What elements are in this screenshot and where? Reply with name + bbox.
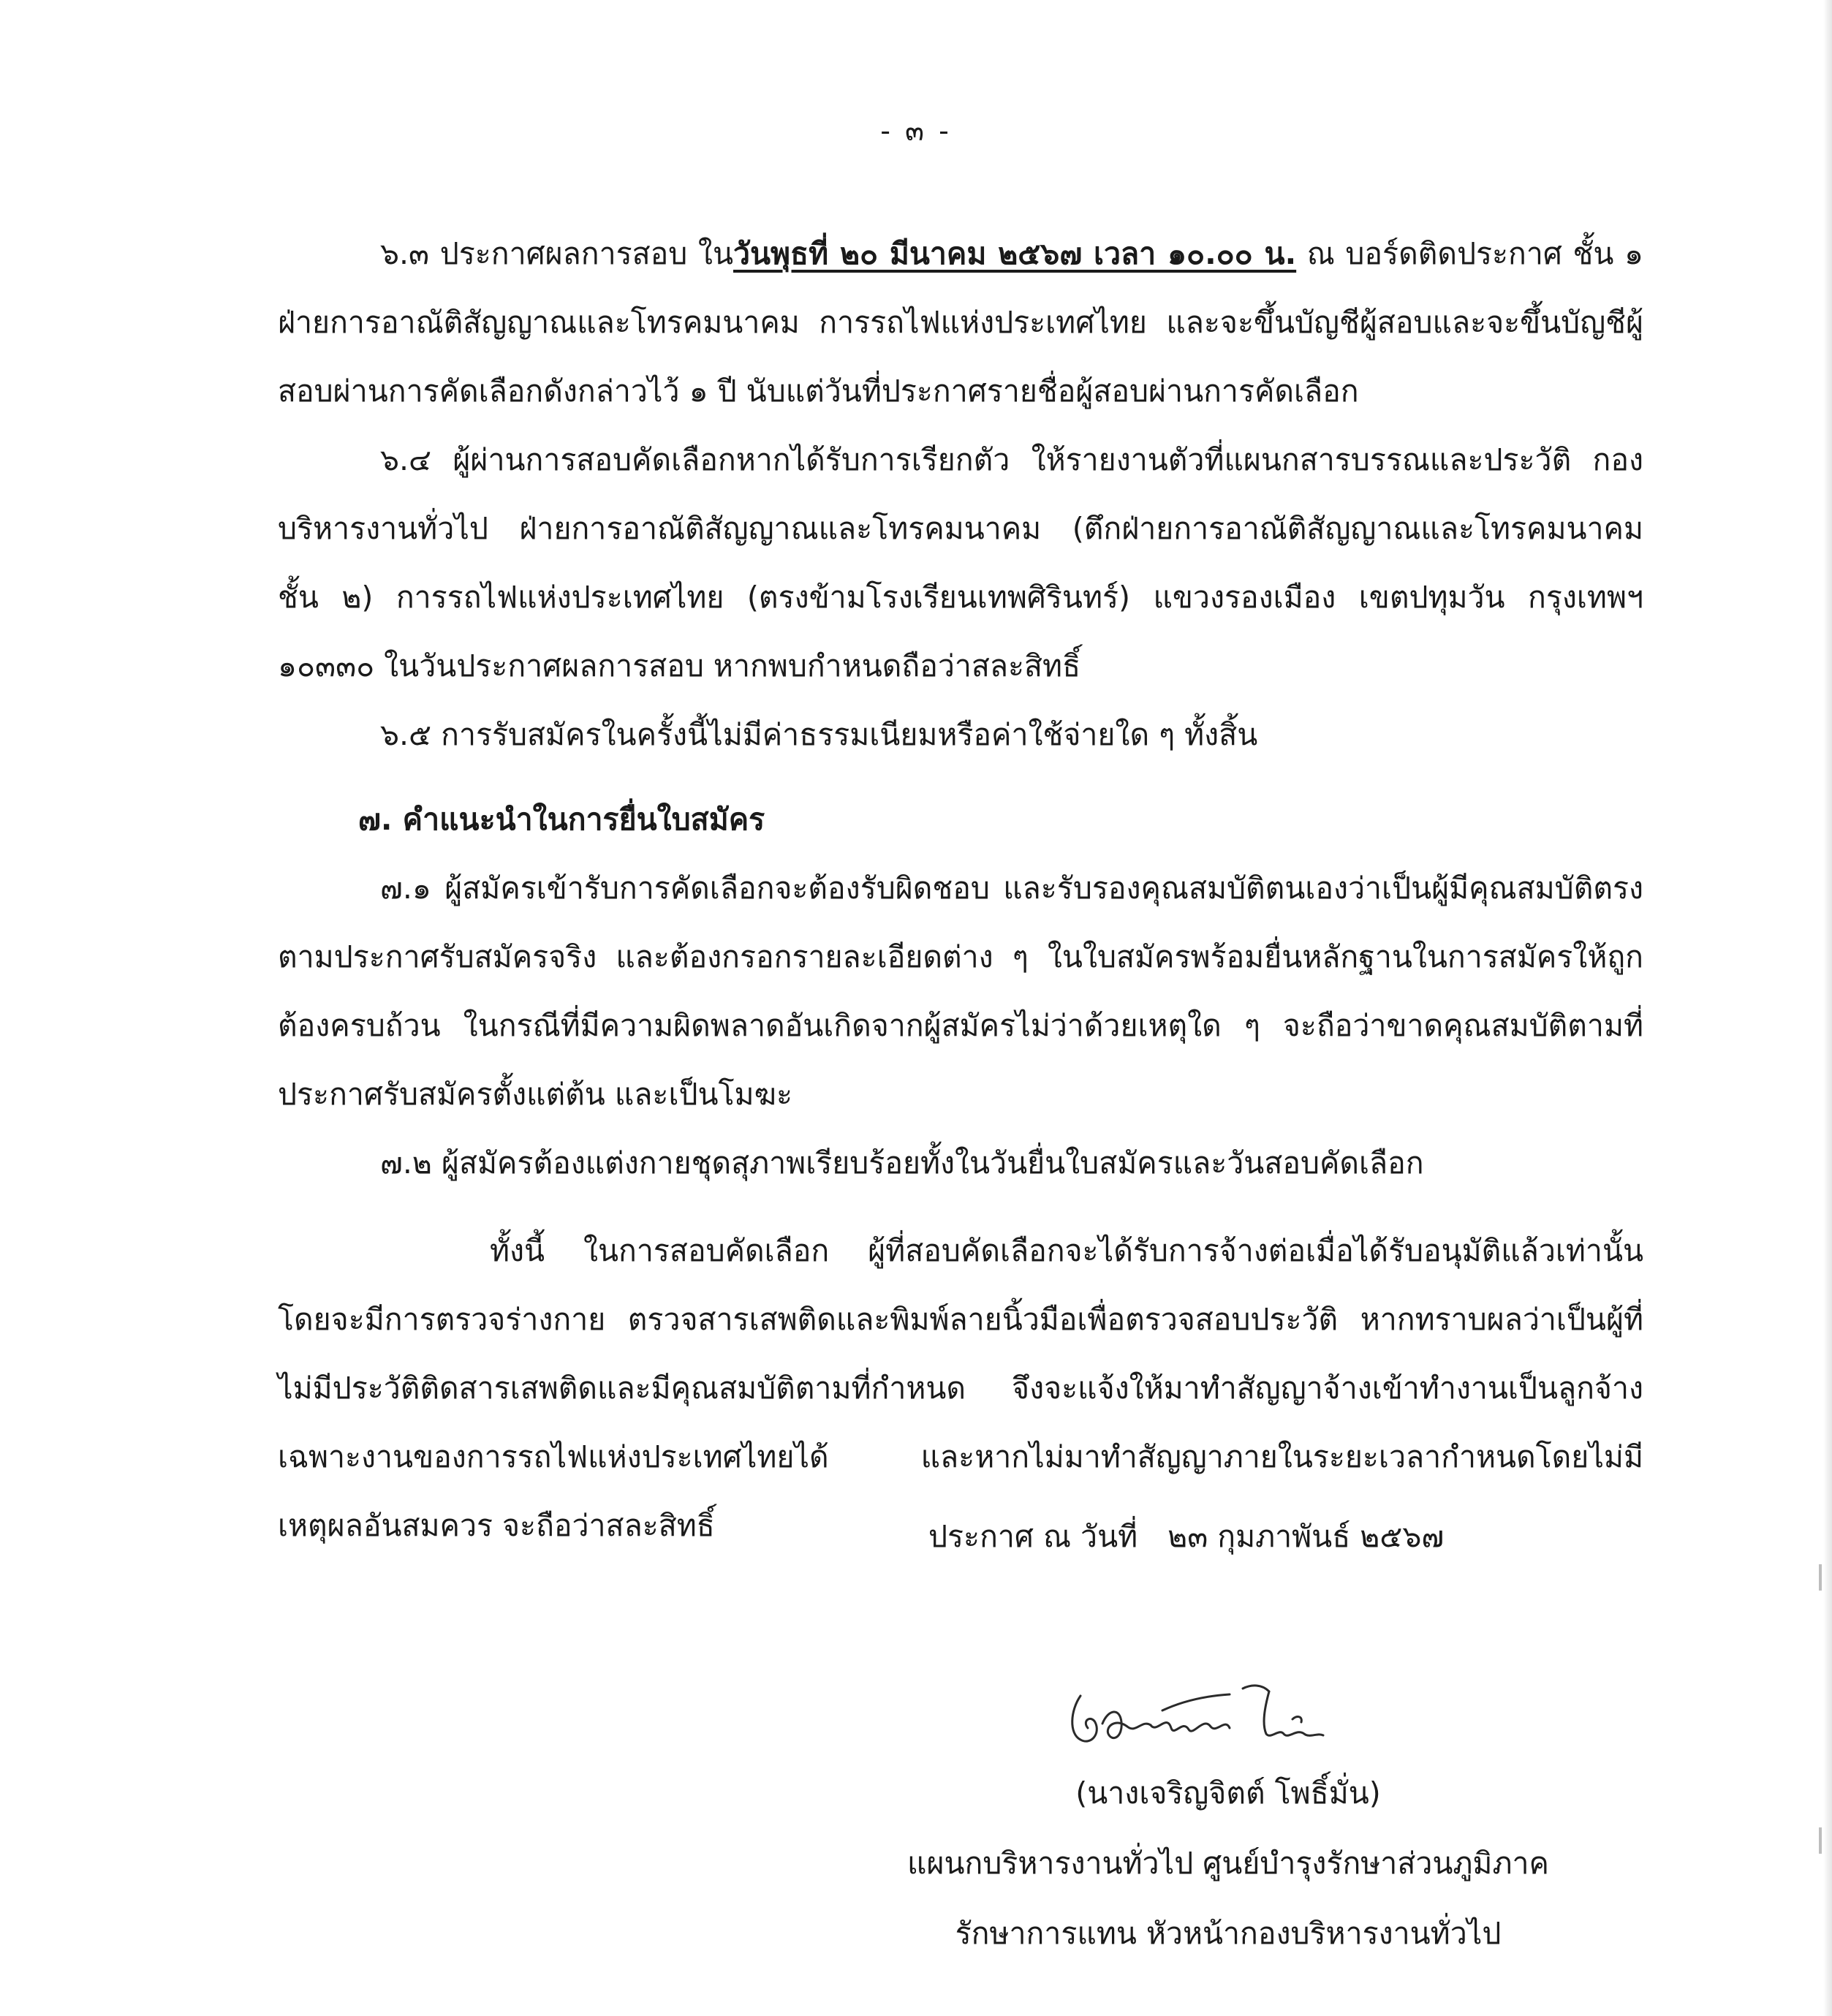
paragraph-6-3-rest: ณ บอร์ดติดประกาศ ชั้น ๑ ฝ่ายการอาณัติสัญญาณและโทรคมนาคม การรถไฟแห่งประเทศไทย และจะขึ้นบัญชีผู้สอบและจะขึ้นบัญชีผู้สอบผ่านการคัดเลือกดังกล่าวไว้ ๑ ปี นับแต่วันที่ประกาศรายชื่อผู้สอบผ่านการคัดเลือก <box>278 236 1643 409</box>
section-7-heading: ๗. คำแนะนำในการยื่นใบสมัคร <box>358 802 765 837</box>
scan-edge-shadow <box>1823 0 1832 2016</box>
announcement-date: ๒๓ กุมภาพันธ์ ๒๕๖๗ <box>1167 1519 1445 1554</box>
paragraph-6-5: ๖.๕ การรับสมัครในครั้งนี้ไม่มีค่าธรรมเนียมหรือค่าใช้จ่ายใด ๆ ทั้งสิ้น <box>380 717 1258 752</box>
page-number: - ๓ - <box>880 115 952 147</box>
paragraph-6-3-intro: ๖.๓ ประกาศผลการสอบ ใน <box>380 236 733 271</box>
closing-paragraph: ทั้งนี้ ในการสอบคัดเลือก ผู้ที่สอบคัดเลือกจะได้รับการจ้างต่อเมื่อได้รับอนุมัติแล้วเท่านั้น โดยจะมีการตรวจร่างกาย ตรวจสารเสพติดและพิมพ์ลายนิ้วมือเพื่อตรวจสอบประวัติ หากทราบผลว่าเป็นผู้ที่ไม่มีประวัติติดสารเสพติดและมีคุณสมบัติตามที่กำหนด จึงจะแจ้งให้มาทำสัญญาจ้างเข้าทำงานเป็นลูกจ้างเฉพาะงานของการรถไฟแห่งประเทศไทยได้ และหากไม่มาทำสัญญาภายในระยะเวลากำหนดโดยไม่มีเหตุผลอันสมควร จะถือว่าสละสิทธิ์ <box>278 1233 1643 1543</box>
scan-edge-mark <box>1819 1827 1822 1854</box>
announcement-date-line <box>928 1513 1444 1561</box>
signatory-acting-title: รักษาการแทน หัวหน้ากองบริหารงานทั่วไป <box>955 1916 1502 1951</box>
announcement-label: ประกาศ ณ วันที่ <box>928 1519 1138 1554</box>
paragraph-6-3 <box>278 219 1643 425</box>
paragraph-6-4: ๖.๔ ผู้ผ่านการสอบคัดเลือกหากได้รับการเรียกตัว ให้รายงานตัวที่แผนกสารบรรณและประวัติ กองบริหารงานทั่วไป ฝ่ายการอาณัติสัญญาณและโทรคมนาคม (ตึกฝ่ายการอาณัติสัญญาณและโทรคมนาคม ชั้น ๒) การรถไฟแห่งประเทศไทย (ตรงข้ามโรงเรียนเทพศิรินทร์) แขวงรองเมือง เขตปทุมวัน กรุงเทพฯ ๑๐๓๓๐ ในวันประกาศผลการสอบ หากพบกำหนดถือว่าสละสิทธิ์ <box>278 442 1643 683</box>
paragraph-7-1: ๗.๑ ผู้สมัครเข้ารับการคัดเลือกจะต้องรับผิดชอบ และรับรองคุณสมบัติตนเองว่าเป็นผู้มีคุณสมบัติตรงตามประกาศรับสมัครจริง และต้องกรอกรายละเอียดต่าง ๆ ในใบสมัครพร้อมยื่นหลักฐานในการสมัครให้ถูกต้องครบถ้วน ในกรณีที่มีความผิดพลาดอันเกิดจากผู้สมัครไม่ว่าด้วยเหตุใด ๆ จะถือว่าขาดคุณสมบัติตามที่ประกาศรับสมัครตั้งแต่ต้น และเป็นโมฆะ <box>278 871 1643 1112</box>
handwritten-signature <box>1060 1667 1352 1762</box>
exam-result-date: วันพุธที่ ๒๐ มีนาคม ๒๕๖๗ เวลา ๑๐.๐๐ น. <box>733 236 1297 271</box>
paragraph-7-2: ๗.๒ ผู้สมัครต้องแต่งกายชุดสุภาพเรียบร้อยทั้งในวันยื่นใบสมัครและวันสอบคัดเลือก <box>380 1145 1424 1181</box>
signatory-position: แผนกบริหารงานทั่วไป ศูนย์บำรุงรักษาส่วนภูมิภาค <box>907 1846 1549 1881</box>
signatory-block <box>877 1758 1579 1968</box>
signatory-name: (นางเจริญจิตต์ โพธิ์มั่น) <box>1075 1776 1381 1811</box>
paragraph-gap <box>278 1197 1643 1216</box>
document-body <box>278 219 1643 1560</box>
scan-edge-mark <box>1819 1564 1822 1591</box>
